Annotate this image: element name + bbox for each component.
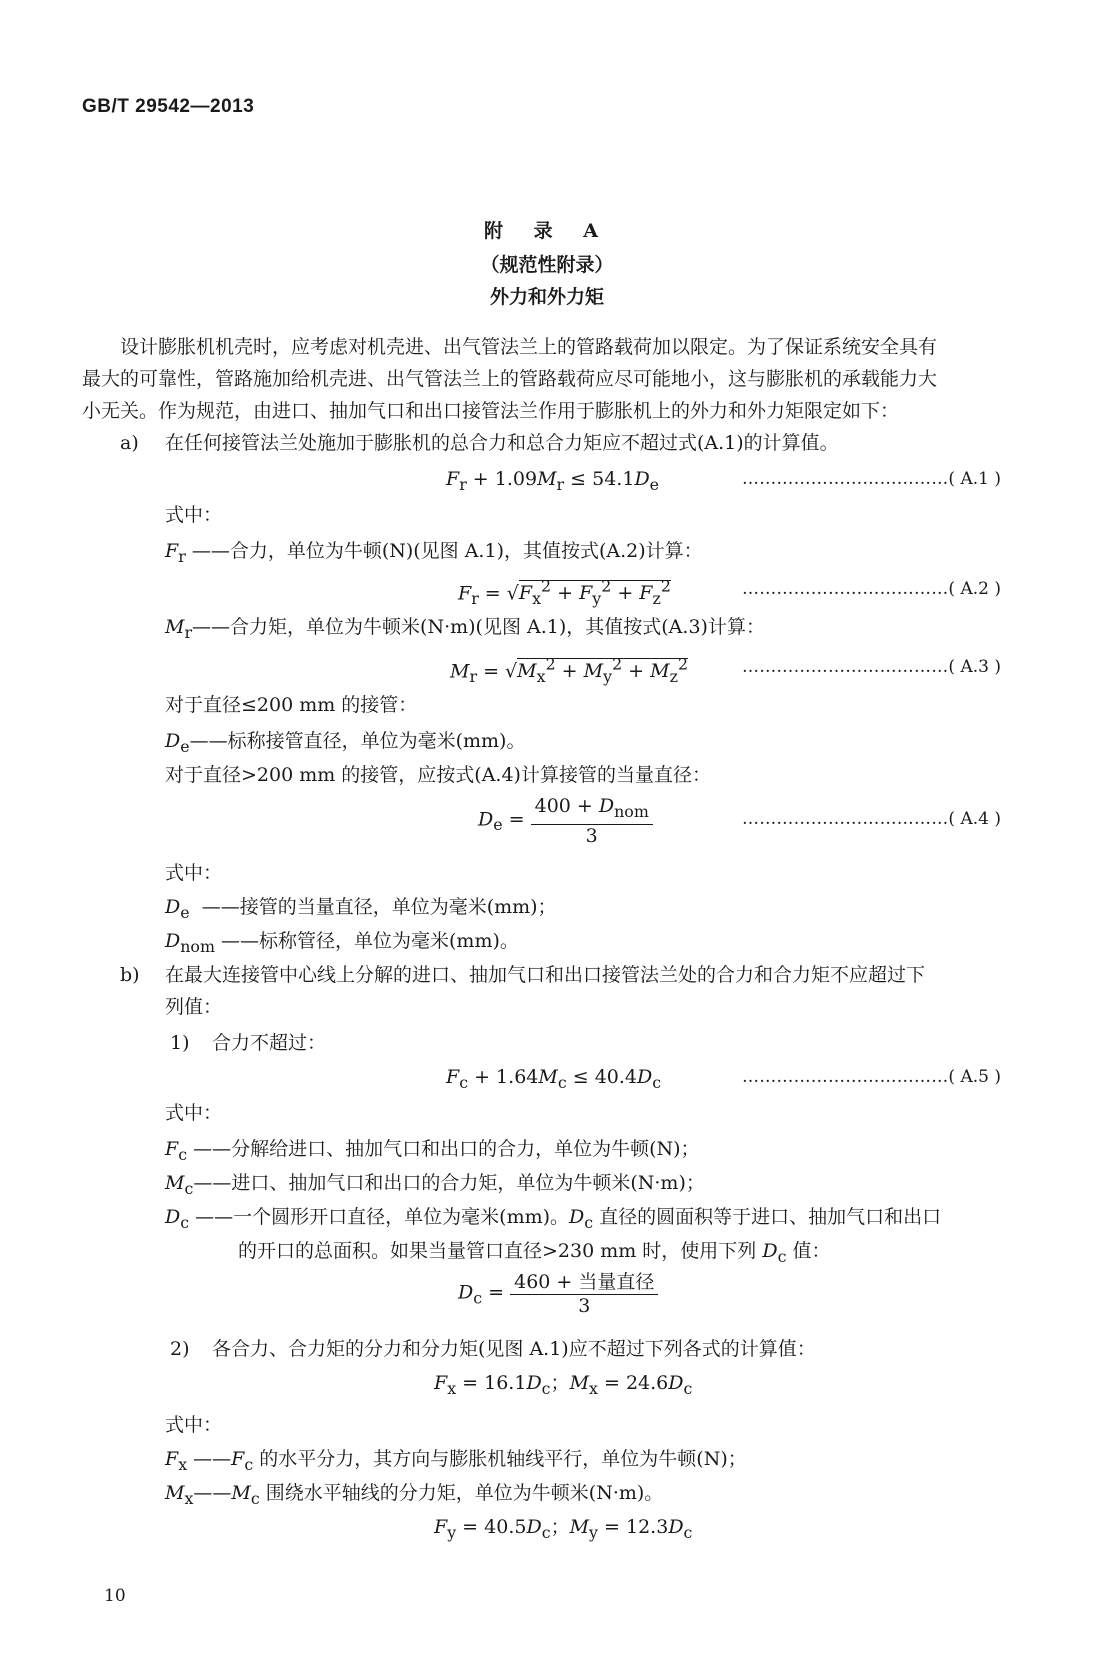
where-label-2: 式中： [165, 862, 223, 884]
eq-number-a4: ………………………………( A.4 ) [742, 809, 1001, 829]
item-b-label: b) [120, 964, 140, 986]
def-dc: $D_c$ ——一个圆形开口直径，单位为毫米(mm)。$D_c$ 直径的圆面积等于进口、抽加气口和出口 [165, 1206, 942, 1232]
annex-heading: 附 录 A [484, 220, 610, 242]
def-mc: $M_c——$进口、抽加气口和出口的合力矩，单位为牛顿米(N·m)； [165, 1172, 705, 1198]
def-de: $D_e——$标称接管直径，单位为毫米(mm)。 [165, 730, 526, 756]
standard-code: GB/T 29542—2013 [82, 96, 255, 117]
where-label-3: 式中： [165, 1102, 223, 1124]
intro-line-2: 最大的可靠性，管路施加给机壳进、出气管法兰上的管路载荷应尽可能地小，这与膨胀机的承载能力大 [82, 368, 938, 390]
item-b-text-1: 在最大连接管中心线上分解的进口、抽加气口和出口接管法兰处的合力和合力矩不应超过下 [165, 964, 926, 986]
eq-number-a2: ………………………………( A.2 ) [742, 579, 1001, 599]
formula-fx-mx: $F_x = 16.1D_c$；$M_x = 24.6D_c$ [434, 1372, 693, 1398]
annex-type: （规范性附录） [480, 254, 614, 276]
def-fc: $F_c$ ——分解给进口、抽加气口和出口的合力，单位为牛顿(N)； [165, 1138, 700, 1164]
intro-line-3: 小无关。作为规范，由进口、抽加气口和出口接管法兰作用于膨胀机上的外力和外力矩限定如下： [82, 400, 900, 422]
eq-number-a5: ………………………………( A.5 ) [742, 1067, 1001, 1087]
diameter-gt-200: 对于直径>200 mm 的接管，应按式(A.4)计算接管的当量直径： [165, 764, 711, 786]
item-a-label: a) [120, 432, 139, 454]
def-de-2: $D_e$ ——接管的当量直径，单位为毫米(mm)； [165, 896, 557, 922]
formula-dc: $D_c$ = $\frac{\text{460 + 当量直径}}{3}$ [458, 1270, 658, 1317]
def-mx: $M_x——M_c$ 围绕水平轴线的分力矩，单位为牛顿米(N·m)。 [165, 1482, 664, 1508]
sub-item-1-text: 合力不超过： [212, 1032, 327, 1054]
diameter-le-200: 对于直径≤200 mm 的接管： [165, 694, 418, 716]
def-dnom: $D_{nom}$ ——标称管径，单位为毫米(mm)。 [165, 930, 519, 956]
formula-a1: $F_r + 1.09M_r \le 54.1D_e$ [446, 468, 660, 494]
def-dc-cont: 的开口的总面积。如果当量管口直径>230 mm 时，使用下列 $D_c$ 值： [238, 1240, 831, 1266]
sub-item-2-text: 各合力、合力矩的分力和分力矩(见图 A.1)应不超过下列各式的计算值： [212, 1338, 816, 1360]
eq-number-a3: ………………………………( A.3 ) [742, 657, 1001, 677]
sub-item-2-label: 2) [170, 1338, 190, 1360]
intro-line-1: 设计膨胀机机壳时，应考虑对机壳进、出气管法兰上的管路载荷加以限定。为了保证系统安全具有 [120, 336, 938, 358]
def-fx: $F_x$ $——F_c$ 的水平分力，其方向与膨胀机轴线平行，单位为牛顿(N)； [165, 1448, 747, 1474]
where-label: 式中： [165, 504, 223, 526]
formula-a4: $D_e$ = $\frac{400 + D_{nom}}{3}$ [478, 794, 653, 847]
formula-a2: $F_r = √F_x^2 + F_y^2 + F_z^2$ [458, 577, 671, 609]
item-a-text: 在任何接管法兰处施加于膨胀机的总合力和总合力矩应不超过式(A.1)的计算值。 [165, 432, 839, 454]
sub-item-1-label: 1) [170, 1032, 190, 1054]
item-b-text-2: 列值： [165, 996, 223, 1018]
where-label-4: 式中： [165, 1414, 223, 1436]
formula-a5: $F_c + 1.64M_c \le 40.4D_c$ [446, 1066, 662, 1092]
page-number: 10 [104, 1586, 126, 1606]
eq-number-a1: ………………………………( A.1 ) [742, 469, 1001, 489]
formula-a3: $M_r = √M_x^2 + M_y^2 + M_z^2$ [450, 655, 689, 687]
annex-title: 外力和外力矩 [489, 286, 604, 308]
def-mr: $M_r——$合力矩，单位为牛顿米(N·m)(见图 A.1)，其值按式(A.3)计算： [165, 616, 765, 642]
formula-fy-my: $F_y = 40.5D_c$；$M_y = 12.3D_c$ [434, 1516, 693, 1542]
def-fr: $F_r$ ——合力，单位为牛顿(N)(见图 A.1)，其值按式(A.2)计算： [165, 540, 703, 566]
